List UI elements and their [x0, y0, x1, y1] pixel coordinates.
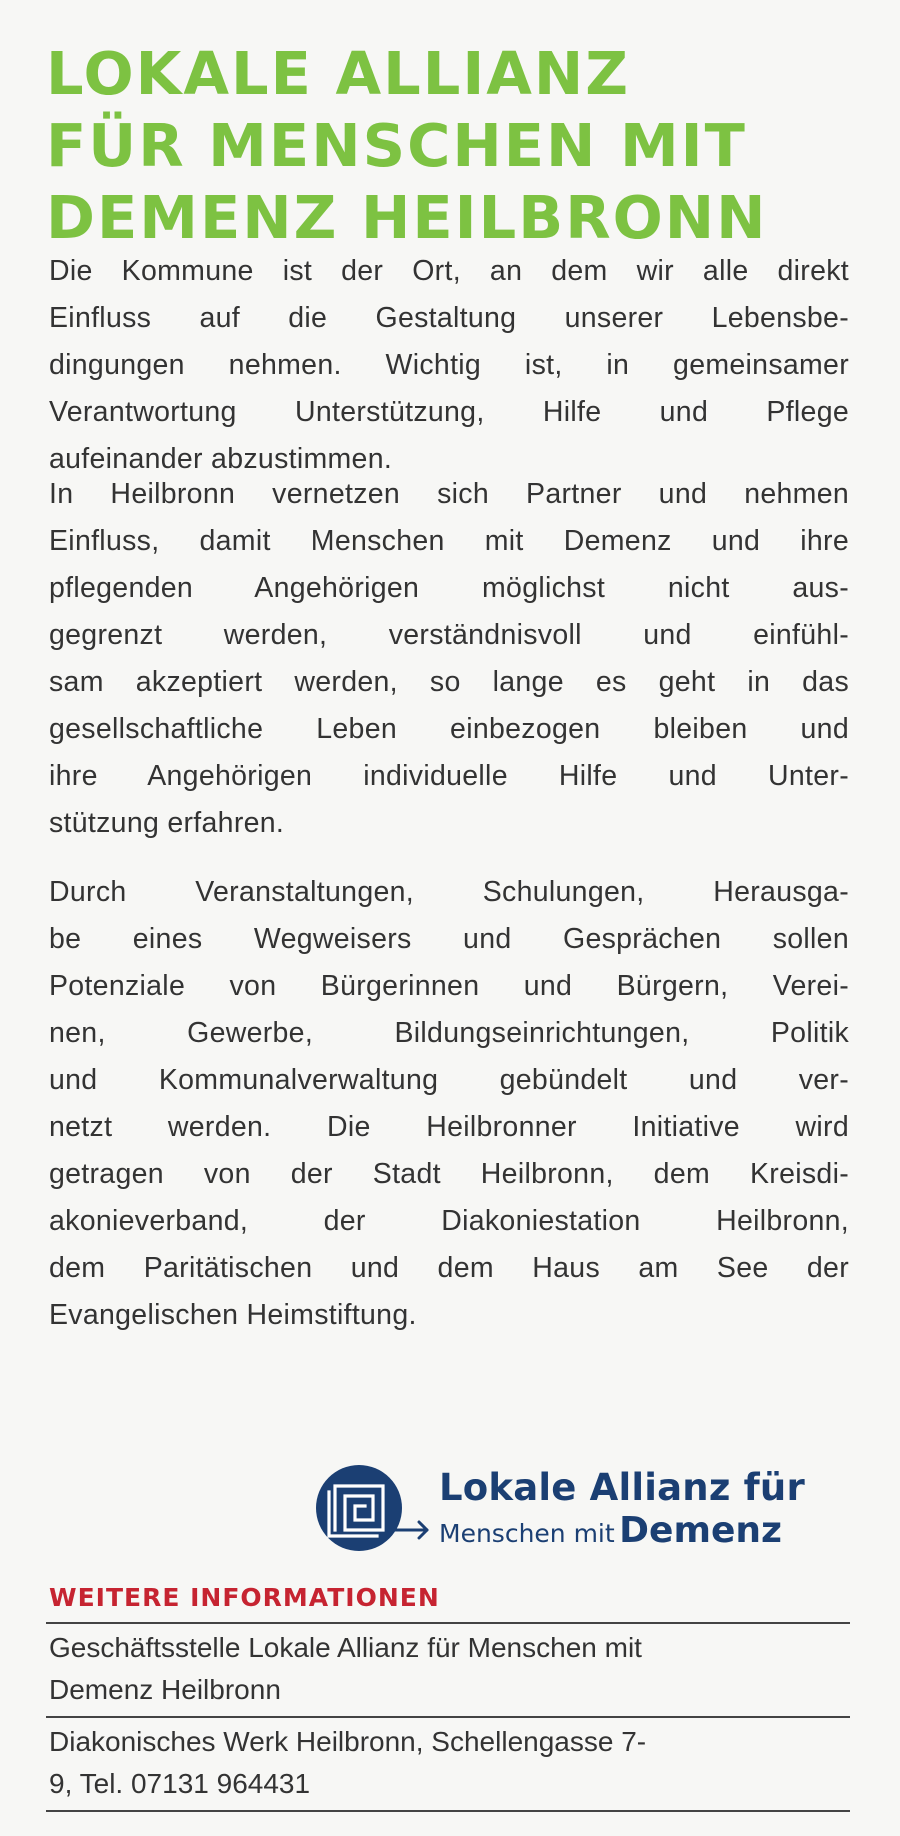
title-line: LOKALE ALLIANZ: [46, 39, 631, 108]
info-line: Geschäftsstelle Lokale Allianz für Menschen mit: [49, 1632, 642, 1663]
info-line: Demenz Heilbronn: [49, 1674, 281, 1705]
info-line: 9, Tel. 07131 964431: [49, 1768, 311, 1799]
text-line: dem Paritätischen und dem Haus am See der: [49, 1252, 849, 1284]
divider: [46, 1810, 850, 1812]
maze-arrow-logo-icon: [315, 1464, 433, 1552]
divider: [46, 1716, 850, 1718]
text-line: akonieverband, der Diakoniestation Heilbronn,: [49, 1205, 849, 1237]
text-line: be eines Wegweisers und Gesprächen sollen: [49, 923, 849, 955]
info-heading: WEITERE INFORMATIONEN: [49, 1583, 440, 1612]
text-line: pflegenden Angehörigen möglichst nicht aus-: [49, 572, 849, 604]
text-line: Verantwortung Unterstützung, Hilfe und Pflege: [49, 396, 849, 428]
logo-text-small: Menschen mit: [439, 1519, 615, 1548]
page-title: [46, 38, 866, 254]
paragraph-initiative: [49, 869, 849, 1339]
text-line: stützung erfahren.: [49, 807, 285, 839]
text-line: Potenziale von Bürgerinnen und Bürgern, Verei-: [49, 970, 849, 1002]
info-address: [49, 1721, 849, 1805]
text-line: ihre Angehörigen individuelle Hilfe und Unter-: [49, 760, 849, 792]
divider: [46, 1622, 850, 1624]
text-line: getragen von der Stadt Heilbronn, dem Kreisdi-: [49, 1158, 849, 1190]
logo-text-big: Demenz: [619, 1510, 782, 1551]
text-line: dingungen nehmen. Wichtig ist, in gemeinsamer: [49, 349, 849, 381]
paragraph-network: [49, 471, 849, 847]
paragraph-intro: [49, 248, 849, 483]
text-line: gegrenzt werden, verständnisvoll und einfühl-: [49, 619, 849, 651]
text-line: Durch Veranstaltungen, Schulungen, Herausga-: [49, 876, 849, 908]
text-line: und Kommunalverwaltung gebündelt und ver-: [49, 1064, 849, 1096]
text-line: netzt werden. Die Heilbronner Initiative wird: [49, 1111, 849, 1143]
text-line: In Heilbronn vernetzen sich Partner und nehmen: [49, 478, 849, 510]
text-line: Einfluss auf die Gestaltung unserer Lebensbe-: [49, 302, 849, 334]
alliance-logo: [315, 1458, 845, 1558]
text-line: nen, Gewerbe, Bildungseinrichtungen, Politik: [49, 1017, 849, 1049]
text-line: Die Kommune ist der Ort, an dem wir alle direkt: [49, 255, 849, 287]
text-line: gesellschaftliche Leben einbezogen bleiben und: [49, 713, 849, 745]
info-line: Diakonisches Werk Heilbronn, Schellengasse 7-: [49, 1726, 647, 1757]
text-line: aufeinander abzustimmen.: [49, 443, 393, 475]
logo-text-line2: [439, 1510, 782, 1551]
logo-text-line1: Lokale Allianz für: [439, 1466, 805, 1509]
title-line: FÜR MENSCHEN MIT: [46, 111, 747, 180]
text-line: sam akzeptiert werden, so lange es geht in das: [49, 666, 849, 698]
info-office: [49, 1627, 849, 1711]
text-line: Einfluss, damit Menschen mit Demenz und ihre: [49, 525, 849, 557]
title-line: DEMENZ HEILBRONN: [46, 183, 768, 252]
text-line: Evangelischen Heimstiftung.: [49, 1299, 417, 1331]
